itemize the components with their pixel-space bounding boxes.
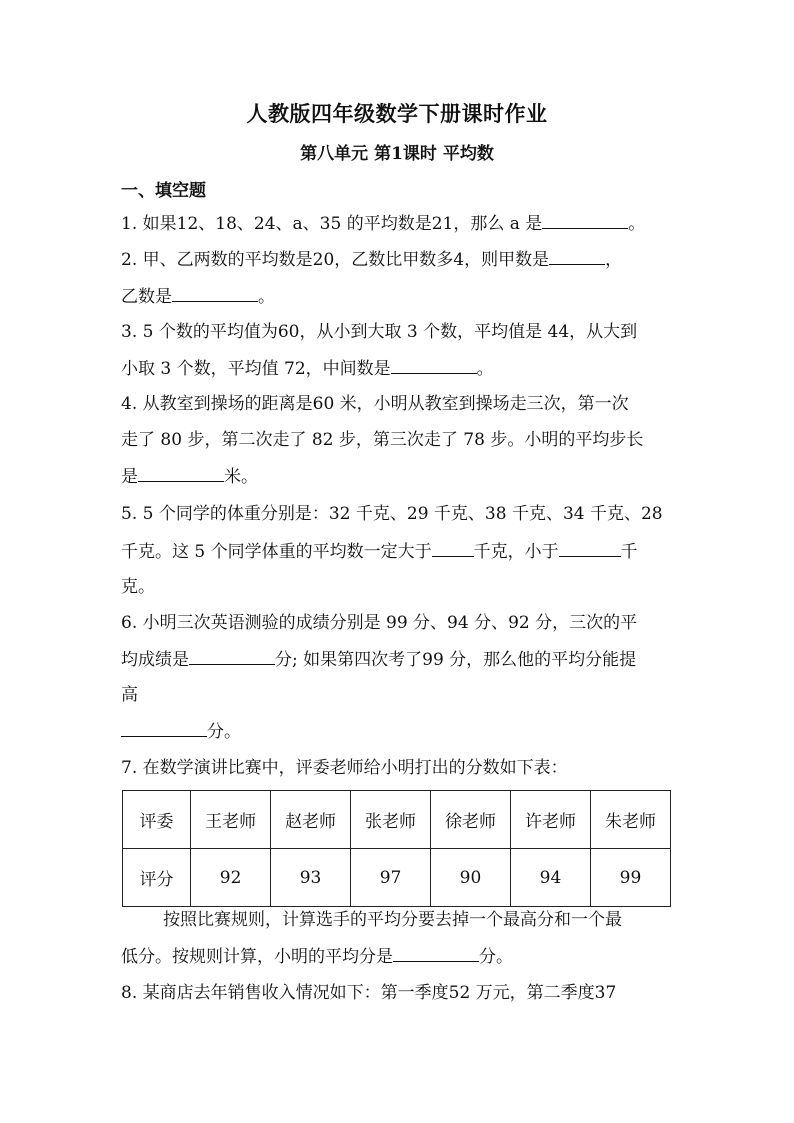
question-text: 。 xyxy=(476,359,494,379)
answer-blank[interactable] xyxy=(559,540,621,557)
question-4-cont xyxy=(121,465,258,488)
question-2 xyxy=(121,248,622,271)
answer-blank[interactable] xyxy=(121,720,207,737)
question-7: 7. 在数学演讲比赛中，评委老师给小明打出的分数如下表： xyxy=(121,758,568,778)
question-5-cont xyxy=(121,540,638,563)
row-label: 评委 xyxy=(123,791,191,849)
question-5-cont: 克。 xyxy=(121,577,155,597)
answer-blank[interactable] xyxy=(391,357,477,374)
score-cell: 99 xyxy=(590,849,670,907)
question-6-cont xyxy=(121,720,241,743)
judge-name: 许老师 xyxy=(510,791,590,849)
judge-name: 王老师 xyxy=(191,791,271,849)
score-cell: 97 xyxy=(351,849,431,907)
question-8: 8. 某商店去年销售收入情况如下：第一季度52 万元，第二季度37 xyxy=(121,983,617,1003)
answer-blank[interactable] xyxy=(393,945,479,962)
score-table xyxy=(122,790,671,907)
question-7-cont xyxy=(121,945,513,968)
question-text: ， xyxy=(605,250,623,270)
question-6: 6. 小明三次英语测验的成绩分别是 99 分、94 分、92 分，三次的平 xyxy=(121,613,638,633)
answer-blank[interactable] xyxy=(549,248,605,265)
judge-name: 张老师 xyxy=(351,791,431,849)
question-text: 均成绩是 xyxy=(121,650,189,670)
question-text: 。 xyxy=(258,287,275,307)
answer-blank[interactable] xyxy=(542,212,628,229)
question-text: 。 xyxy=(628,214,646,234)
question-text: 分; 如果第四次考了99 分，那么他的平均分能提 xyxy=(275,650,637,670)
question-5: 5. 5 个同学的体重分别是：32 千克、29 千克、38 千克、34 千克、28 xyxy=(121,504,663,524)
question-text: 2. 甲、乙两数的平均数是20，乙数比甲数多4，则甲数是 xyxy=(121,250,550,270)
page-title: 人教版四年级数学下册课时作业 xyxy=(246,101,548,126)
question-6-cont xyxy=(121,648,636,671)
row-label: 评分 xyxy=(123,849,191,907)
answer-blank[interactable] xyxy=(172,285,258,302)
question-text: 千克，小于 xyxy=(473,542,559,562)
question-7-cont: 按照比赛规则，计算选手的平均分要去掉一个最高分和一个最 xyxy=(163,910,622,930)
question-text: 千克。这 5 个同学体重的平均数一定大于 xyxy=(121,542,432,562)
question-text: 低分。按规则计算，小明的平均分是 xyxy=(121,947,393,967)
question-4-cont: 走了 80 步，第二次走了 82 步，第三次走了 78 步。小明的平均步长 xyxy=(121,430,644,450)
question-text: 分。 xyxy=(207,722,241,742)
page-subtitle: 第八单元 第1课时 平均数 xyxy=(300,144,494,164)
score-cell: 90 xyxy=(431,849,511,907)
question-text: 分。 xyxy=(479,947,513,967)
answer-blank[interactable] xyxy=(189,648,275,665)
question-3-cont xyxy=(121,357,494,380)
question-2-cont xyxy=(121,285,275,308)
question-text: 千 xyxy=(620,542,638,562)
answer-blank[interactable] xyxy=(138,465,224,482)
score-cell: 92 xyxy=(191,849,271,907)
judge-name: 徐老师 xyxy=(431,791,511,849)
table-row xyxy=(123,849,671,907)
score-cell: 94 xyxy=(510,849,590,907)
question-text: 1. 如果12、18、24、a、35 的平均数是21，那么 a 是 xyxy=(121,214,543,234)
table-row xyxy=(123,791,671,849)
judge-name: 赵老师 xyxy=(271,791,351,849)
section-heading: 一、填空题 xyxy=(121,181,206,201)
question-6-cont: 高 xyxy=(121,685,138,705)
question-text: 乙数是 xyxy=(121,287,172,307)
question-4: 4. 从教室到操场的距离是60 米，小明从教室到操场走三次，第一次 xyxy=(121,394,629,414)
question-text: 米。 xyxy=(224,467,258,487)
score-cell: 93 xyxy=(271,849,351,907)
question-text: 是 xyxy=(121,467,138,487)
question-text: 小取 3 个数，平均值 72，中间数是 xyxy=(121,359,391,379)
question-1 xyxy=(121,212,645,235)
answer-blank[interactable] xyxy=(432,540,474,557)
judge-name: 朱老师 xyxy=(590,791,670,849)
question-3: 3. 5 个数的平均值为60，从小到大取 3 个数，平均值是 44，从大到 xyxy=(121,322,638,342)
